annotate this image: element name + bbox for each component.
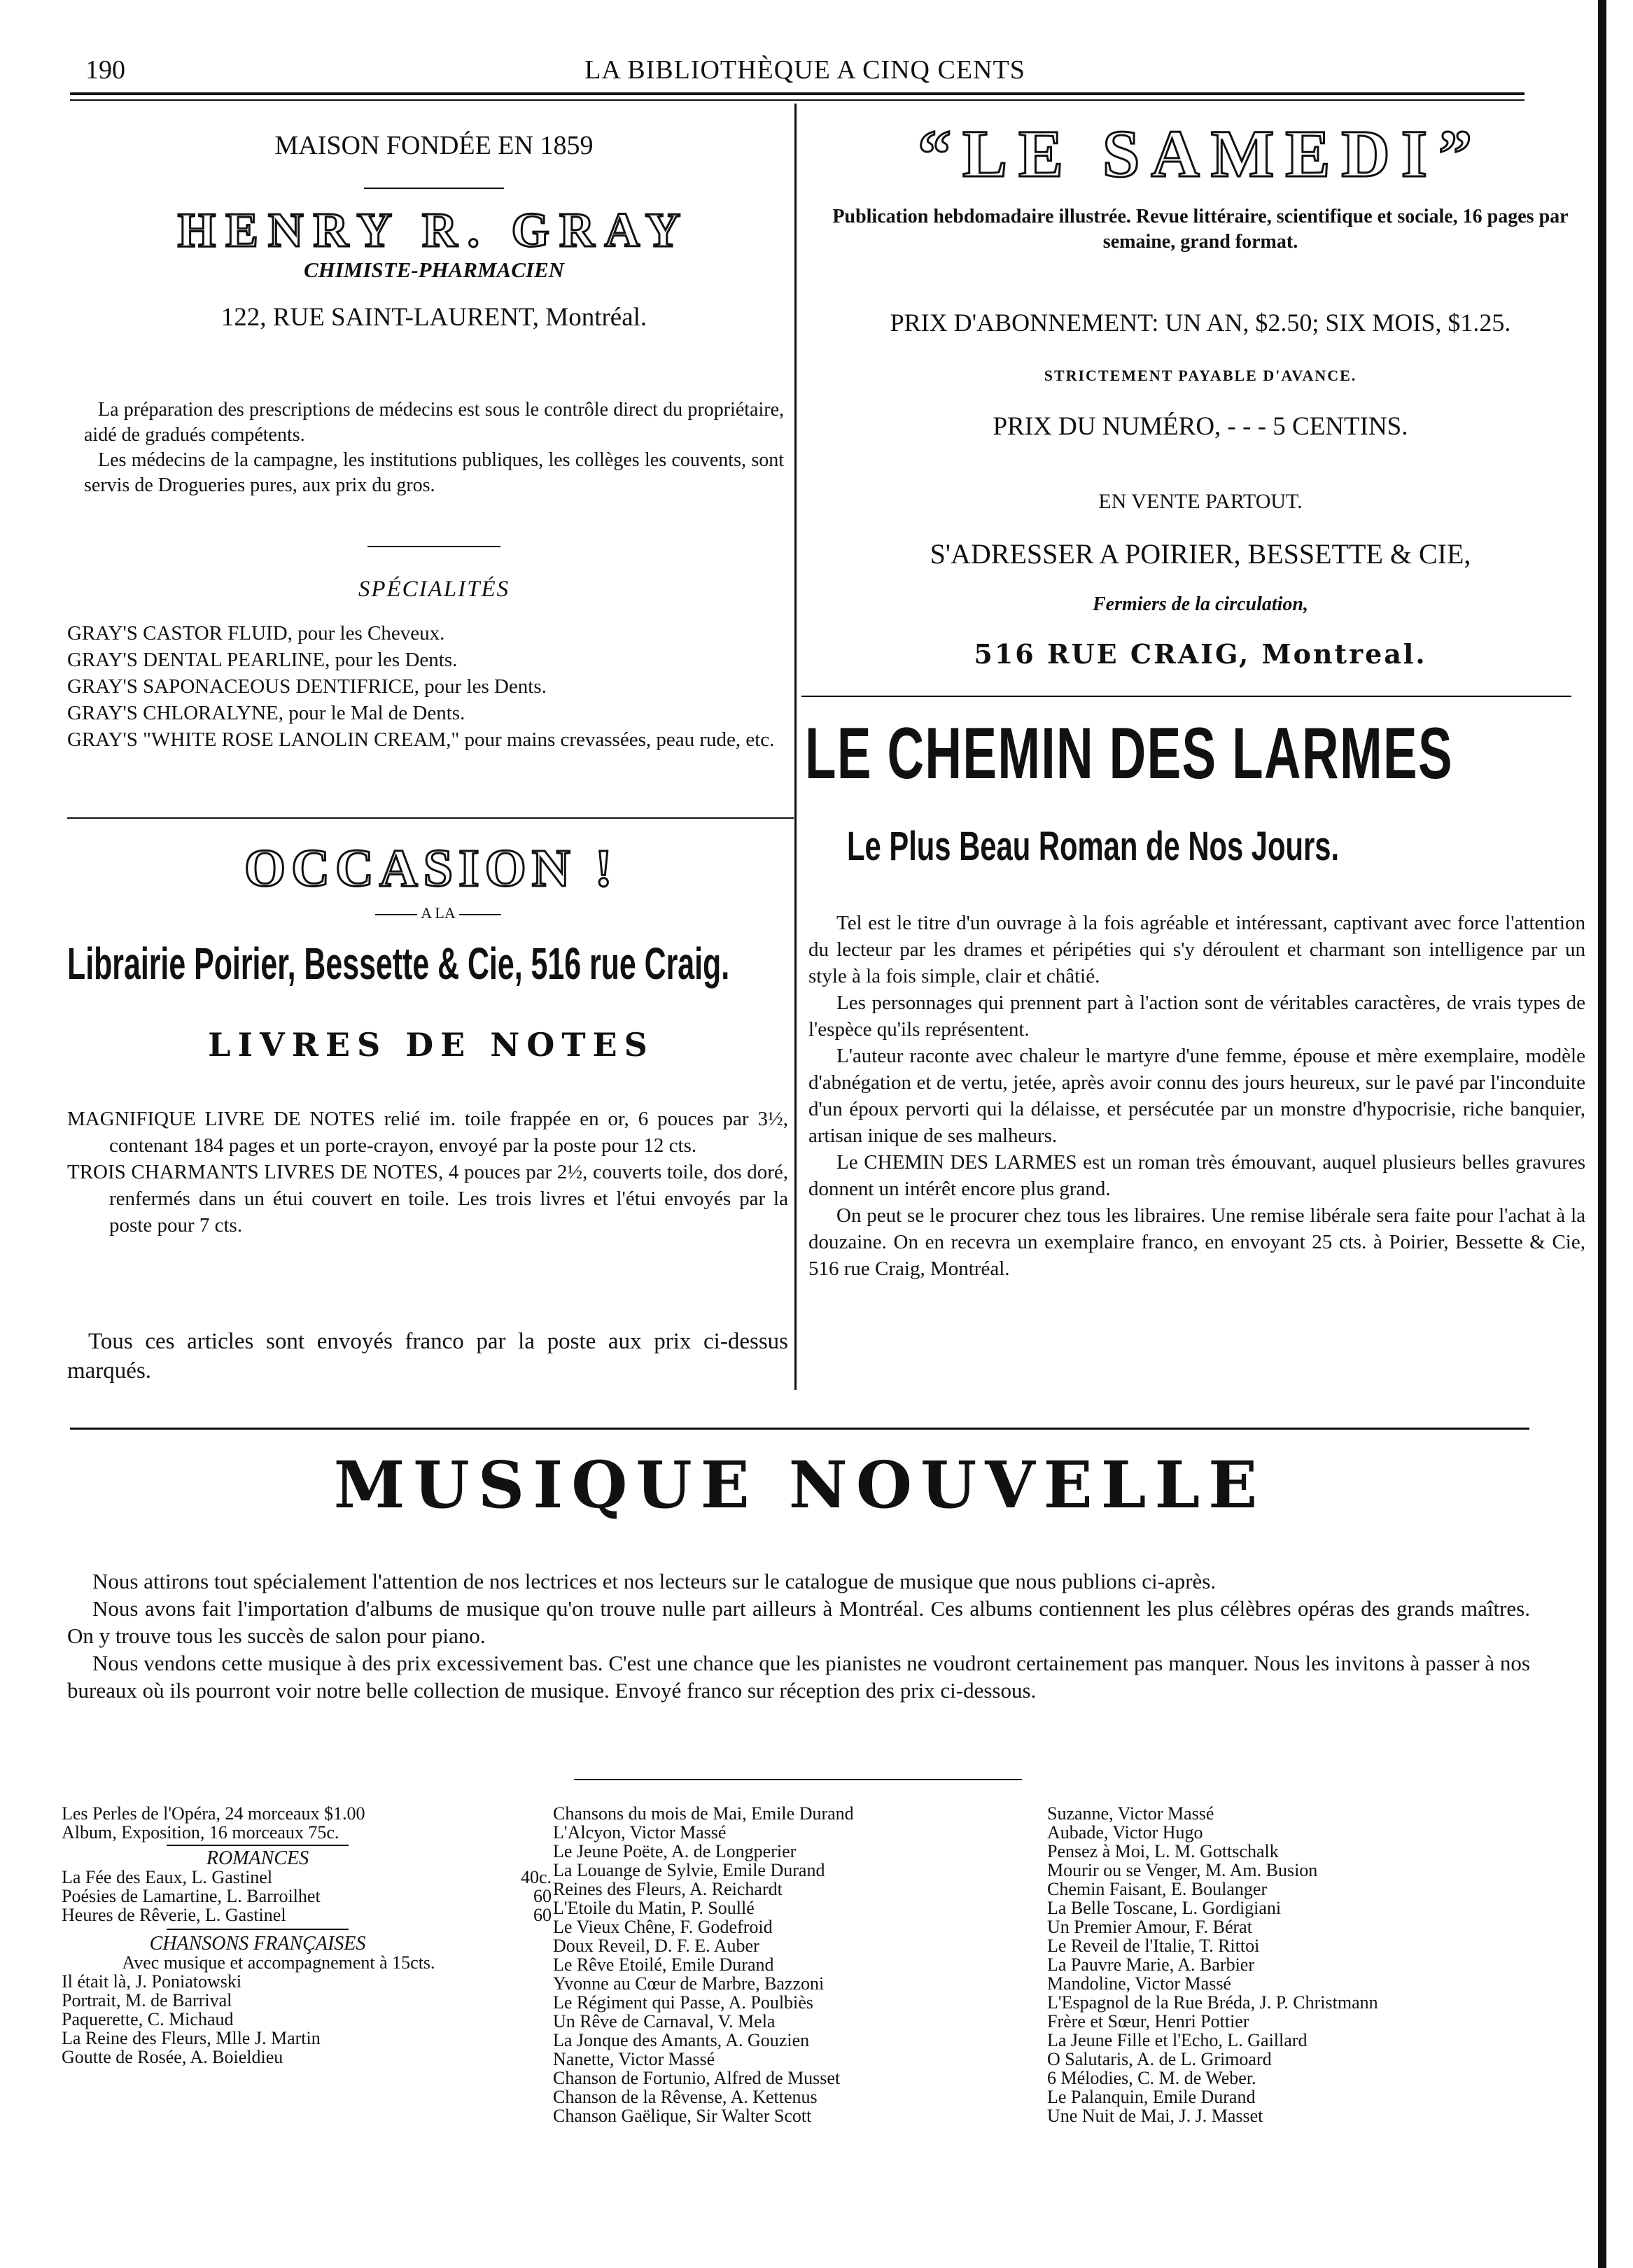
chemin-paragraph: L'auteur raconte avec chaleur le martyre d'une femme, épouse et mère exemplaire, modèle d'abnégation et de vertu, jetée, après avoir connu des jours heureux, sur le pavé par l'inconduite d'un époux pervorti qui la délaisse, et persécutée par un monstre d'hypocrisie, riche banquier, artisan inique de ses malheurs. <box>808 1045 1585 1147</box>
gray-paragraph-2: Les médecins de la campagne, les institutions publiques, les collèges les couvents, sont servis de Drogueries pures, aux prix du gros. <box>84 449 784 496</box>
musique-paragraph: Nous vendons cette musique à des prix excessivement bas. C'est une chance que les pianistes ne voudront certainement pas manquer. Nous les invitons à passer à nos bureaux où ils pourront voir notre belle collection de musique. Envoyé franco sur réception des prix ci-dessous. <box>67 1651 1530 1703</box>
catalogue-item: Un Rêve de Carnaval, V. Mela <box>553 2011 776 2031</box>
chemin-subtitle: Le Plus Beau Roman de Nos Jours. <box>847 824 1340 869</box>
catalogue-item: L'Alcyon, Victor Massé <box>553 1822 727 1843</box>
chemin-body <box>808 910 1585 1282</box>
separator <box>367 546 500 547</box>
livres-de-notes-title: LIVRES DE NOTES <box>208 1026 654 1064</box>
item-title: La Fée des Eaux, L. Gastinel <box>62 1867 273 1887</box>
chansons-title: CHANSONS FRANÇAISES <box>149 1933 366 1954</box>
subscription-price: PRIX D'ABONNEMENT: UN AN, $2.50; SIX MOIS, $1.25. <box>890 309 1511 337</box>
catalogue-item: 6 Mélodies, C. M. de Weber. <box>1047 2068 1256 2088</box>
catalogue-item: Album, Exposition, 16 morceaux 75c. <box>62 1822 339 1843</box>
chemin-title: LE CHEMIN DES LARMES <box>805 713 1453 794</box>
samedi-description: Publication hebdomadaire illustrée. Revue littéraire, scientifique et sociale, 16 pages par semaine, grand format. <box>832 206 1569 253</box>
catalogue-item <box>62 1868 552 1887</box>
catalogue-item <box>62 1887 552 1906</box>
specialty-item: GRAY'S CASTOR FLUID, pour les Cheveux. <box>67 622 445 645</box>
gray-paragraph-1: La préparation des prescriptions de médecins est sous le contrôle direct du propriétaire, aidé de gradués compétents. <box>84 399 784 446</box>
page-edge <box>1598 0 1606 2268</box>
catalogue-item: Paquerette, C. Michaud <box>62 2009 234 2029</box>
catalogue-item: La Pauvre Marie, A. Barbier <box>1047 1954 1255 1975</box>
founded-line: MAISON FONDÉE EN 1859 <box>274 131 594 160</box>
catalogue-item: L'Espagnol de la Rue Bréda, J. P. Christmann <box>1047 1992 1378 2013</box>
item-price: 60 <box>533 1905 552 1925</box>
specialty-item: GRAY'S DENTAL PEARLINE, pour les Dents. <box>67 649 458 671</box>
specialties-list <box>67 620 795 753</box>
specialties-title: SPÉCIALITÉS <box>358 577 510 602</box>
catalogue-item: Il était là, J. Poniatowski <box>62 1971 242 1992</box>
gray-address: 122, RUE SAINT-LAURENT, Montréal. <box>220 303 647 332</box>
catalogue-item: Un Premier Amour, F. Bérat <box>1047 1917 1252 1937</box>
chemin-paragraph: Tel est le titre d'un ouvrage à la fois agréable et intéressant, captivant avec force l'attention du lecteur par les drames et péripéties qui s'y déroulent et charmant son intelligence par un style à la fois simple, clair et châtié. <box>808 912 1585 987</box>
catalogue-item: Nanette, Victor Massé <box>553 2049 715 2069</box>
payable-advance: STRICTEMENT PAYABLE D'AVANCE. <box>1044 367 1357 384</box>
catalogue-item: Chemin Faisant, E. Boulanger <box>1047 1879 1268 1899</box>
catalogue-item: Doux Reveil, D. F. E. Auber <box>553 1936 759 1956</box>
running-title: LA BIBLIOTHÈQUE A CINQ CENTS <box>584 55 1025 85</box>
notebook-item-1: MAGNIFIQUE LIVRE DE NOTES relié im. toile frappée en or, 6 pouces par 3½, contenant 184 pages et un porte-crayon, envoyé par la poste pour 12 cts. <box>67 1108 788 1157</box>
header-rule <box>70 92 1525 95</box>
catalogue-item: Frère et Sœur, Henri Pottier <box>1047 2011 1249 2031</box>
item-price: 40c. <box>520 1867 552 1887</box>
occasion-note: Tous ces articles sont envoyés franco par la poste aux prix ci-dessus marqués. <box>67 1329 788 1383</box>
item-title: Poésies de Lamartine, L. Barroilhet <box>62 1886 321 1906</box>
catalogue-item: Le Palanquin, Emile Durand <box>1047 2087 1256 2107</box>
chemin-paragraph: Les personnages qui prennent part à l'action sont de véritables caractères, de vrais types de l'espèce qu'ils représentent. <box>808 992 1585 1041</box>
section-rule <box>67 817 794 819</box>
specialty-item: GRAY'S "WHITE ROSE LANOLIN CREAM," pour mains crevassées, peau rude, etc. <box>67 728 775 751</box>
catalogue-item <box>62 1906 552 1924</box>
catalogue-item: Les Perles de l'Opéra, 24 morceaux $1.00 <box>62 1803 365 1824</box>
catalogue-item: Le Reveil de l'Italie, T. Rittoi <box>1047 1936 1260 1956</box>
header-rule-thin <box>70 99 1525 101</box>
separator <box>574 1779 1022 1780</box>
issue-price: PRIX DU NUMÉRO, - - - 5 CENTINS. <box>993 412 1408 441</box>
profession: CHIMISTE-PHARMACIEN <box>303 258 565 282</box>
catalogue-item: Chanson Gaëlique, Sir Walter Scott <box>553 2106 812 2126</box>
romances-title: ROMANCES <box>206 1847 309 1869</box>
catalogue-item: Portrait, M. de Barrival <box>62 1990 232 2010</box>
catalogue-item: Le Jeune Poëte, A. de Longperier <box>553 1841 797 1861</box>
chemin-paragraph: On peut se le procurer chez tous les libraires. Une remise libérale sera faite pour l'achat à la douzaine. On en recevra un exemplaire franco, en envoyant 25 cts. à Poirier, Bessette & Cie, 516 rue Craig, Montréal. <box>808 1204 1585 1280</box>
separator <box>167 1845 349 1846</box>
item-price: 60 <box>533 1886 552 1906</box>
item-title: Heures de Rêverie, L. Gastinel <box>62 1905 286 1925</box>
samedi-address: 516 RUE CRAIG, Montreal. <box>974 638 1427 670</box>
catalogue-column-2 <box>553 1804 1015 2125</box>
on-sale: EN VENTE PARTOUT. <box>1098 490 1303 513</box>
catalogue-column-1 <box>62 1804 552 2066</box>
catalogue-item: Mandoline, Victor Massé <box>1047 1973 1231 1994</box>
section-rule <box>70 1428 1529 1430</box>
catalogue-item: Reines des Fleurs, A. Reichardt <box>553 1879 783 1899</box>
catalogue-item: Chanson de la Rêvense, A. Kettenus <box>553 2087 818 2107</box>
catalogue-item: Chanson de Fortunio, Alfred de Musset <box>553 2068 841 2088</box>
musique-title: MUSIQUE NOUVELLE <box>333 1447 1266 1523</box>
musique-paragraph: Nous attirons tout spécialement l'attention de nos lectrices et nos lecteurs sur le catalogue de musique que nous publions ci-après. <box>92 1569 1217 1593</box>
page-number: 190 <box>85 55 125 85</box>
notebook-items <box>67 1106 788 1239</box>
specialty-item: GRAY'S CHLORALYNE, pour le Mal de Dents. <box>67 702 465 724</box>
catalogue-item: Le Vieux Chêne, F. Godefroid <box>553 1917 773 1937</box>
catalogue-item: La Belle Toscane, L. Gordigiani <box>1047 1898 1282 1918</box>
separator <box>167 1929 349 1930</box>
catalogue-item: L'Etoile du Matin, P. Soullé <box>553 1898 755 1918</box>
store-name: Librairie Poirier, Bessette & Cie, 516 rue Craig. <box>67 938 730 989</box>
catalogue-item: La Jonque des Amants, A. Gouzien <box>553 2030 810 2050</box>
samedi-title: “LE SAMEDI” <box>917 116 1484 191</box>
gray-name: HENRY R. GRAY <box>177 204 691 258</box>
occasion-title: OCCASION ! <box>244 839 618 898</box>
catalogue-item: Pensez à Moi, L. M. Gottschalk <box>1047 1841 1279 1861</box>
chemin-paragraph: Le CHEMIN DES LARMES est un roman très émouvant, auquel plusieurs belles gravures donnent un intérêt encore plus grand. <box>808 1151 1585 1200</box>
contact-line: S'ADRESSER A POIRIER, BESSETTE & CIE, <box>930 538 1471 570</box>
separator <box>364 188 504 189</box>
catalogue-item: Goutte de Rosée, A. Boieldieu <box>62 2047 283 2067</box>
farmers-line: Fermiers de la circulation, <box>1093 593 1308 615</box>
separator <box>459 914 501 915</box>
musique-intro <box>67 1568 1530 1704</box>
catalogue-item: Suzanne, Victor Massé <box>1047 1803 1214 1824</box>
a-la-line <box>67 904 795 924</box>
musique-paragraph: Nous avons fait l'importation d'albums de musique qu'on trouve nulle part ailleurs à Montréal. Ces albums contiennent les plus célèbres opéras des grands maîtres. On y trouve tous les succès de salon pour piano. <box>67 1596 1530 1648</box>
chansons-note: Avec musique et accompagnement à 15cts. <box>122 1952 435 1973</box>
a-la-label: A LA <box>421 904 456 922</box>
notebook-item-2: TROIS CHARMANTS LIVRES DE NOTES, 4 pouces par 2½, couverts toile, dos doré, renfermés dans un étui couvert en toile. Les trois livres et l'étui envoyés par la poste pour 7 cts. <box>67 1161 788 1237</box>
catalogue-item: Aubade, Victor Hugo <box>1047 1822 1203 1843</box>
separator <box>375 914 417 915</box>
catalogue-item: O Salutaris, A. de L. Grimoard <box>1047 2049 1272 2069</box>
catalogue-item: Chansons du mois de Mai, Emile Durand <box>553 1803 854 1824</box>
catalogue-item: Mourir ou se Venger, M. Am. Busion <box>1047 1860 1318 1880</box>
catalogue-item: Le Régiment qui Passe, A. Poulbiès <box>553 1992 813 2013</box>
catalogue-item: Une Nuit de Mai, J. J. Masset <box>1047 2106 1263 2126</box>
catalogue-item: Yvonne au Cœur de Marbre, Bazzoni <box>553 1973 825 1994</box>
catalogue-item: La Louange de Sylvie, Emile Durand <box>553 1860 825 1880</box>
specialty-item: GRAY'S SAPONACEOUS DENTIFRICE, pour les Dents. <box>67 675 547 698</box>
section-rule <box>801 696 1571 697</box>
catalogue-item: Le Rêve Etoilé, Emile Durand <box>553 1954 774 1975</box>
catalogue-item: La Jeune Fille et l'Echo, L. Gaillard <box>1047 2030 1308 2050</box>
gray-paragraphs <box>84 397 784 498</box>
catalogue-item: La Reine des Fleurs, Mlle J. Martin <box>62 2028 321 2048</box>
catalogue-column-3 <box>1047 1804 1537 2125</box>
